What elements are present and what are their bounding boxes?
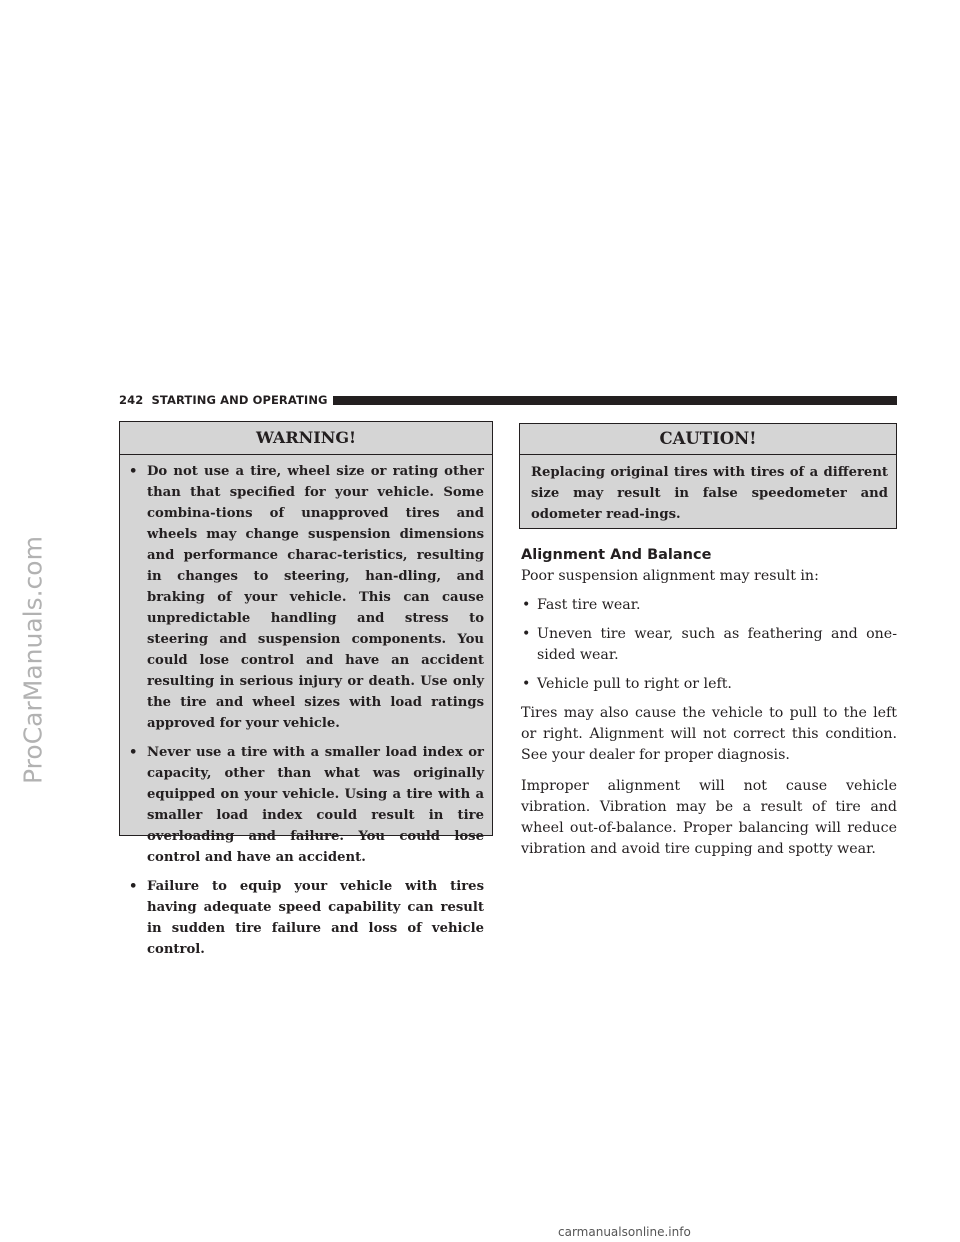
warning-item-text: Failure to equip your vehicle with tires having adequate speed capability can result in sudden tire failure and loss of vehicle control. [147,879,484,957]
footer-watermark: carmanualsonline.info [558,1225,691,1239]
alignment-list [521,595,897,695]
section-heading: Alignment And Balance [521,547,712,563]
list-item-text: Uneven tire wear, such as feathering and one-sided wear. [537,626,897,663]
watermark-text: ProCarManuals.com [18,536,48,784]
page-header-label [119,393,328,407]
body-paragraph: Tires may also cause the vehicle to pull to the left or right. Alignment will not correct this condition. See your dealer for proper diagnosis. [521,705,897,763]
list-item [521,595,897,616]
watermark [10,455,56,865]
alignment-section [521,544,897,870]
warning-item-text: Never use a tire with a smaller load index or capacity, other than what was originally equipped on your vehicle. Using a tire with a smaller load index could result in tire overloading and failure. You could lose control and have an accident. [147,745,484,865]
caution-title: CAUTION! [520,424,896,455]
warning-item [127,461,484,734]
caution-box [519,423,897,529]
page-number: 242 [119,393,144,407]
warning-item [127,742,484,868]
bullet: • [129,464,138,479]
warning-box [119,421,493,957]
bullet: • [522,597,531,613]
warning-item-text: Do not use a tire, wheel size or rating other than that specified for your vehicle. Some combina-tions of unapproved tires and wheels may change suspension dimensions and performance charac-teristics, resulting in changes to steering, han-dling, and braking of your vehicle. This can cause unpredictable handling and stress to steering and suspension components. You could lose control and have an accident resulting in serious injury or death. Use only the tire and wheel sizes with load ratings approved for your vehicle. [147,464,484,731]
body-paragraph: Improper alignment will not cause vehicle vibration. Vibration may be a result of tire and wheel out-of-balance. Proper balancing will reduce vibration and avoid tire cupping and spotty wear. [521,778,897,857]
bullet: • [522,676,531,692]
warning-list [120,455,492,960]
list-item-text: Fast tire wear. [537,597,641,613]
page-header [119,392,897,408]
bullet: • [129,879,138,894]
caution-text: Replacing original tires with tires of a different size may result in false speedometer and odometer read-ings. [531,465,888,522]
warning-title: WARNING! [120,422,492,455]
list-item [521,624,897,666]
bullet: • [522,626,531,642]
section-title: STARTING AND OPERATING [151,393,328,407]
header-rule [333,396,897,405]
intro-paragraph: Poor suspension alignment may result in: [521,568,819,584]
bullet: • [129,745,138,760]
warning-item [127,876,484,960]
list-item [521,674,897,695]
list-item-text: Vehicle pull to right or left. [537,676,732,692]
